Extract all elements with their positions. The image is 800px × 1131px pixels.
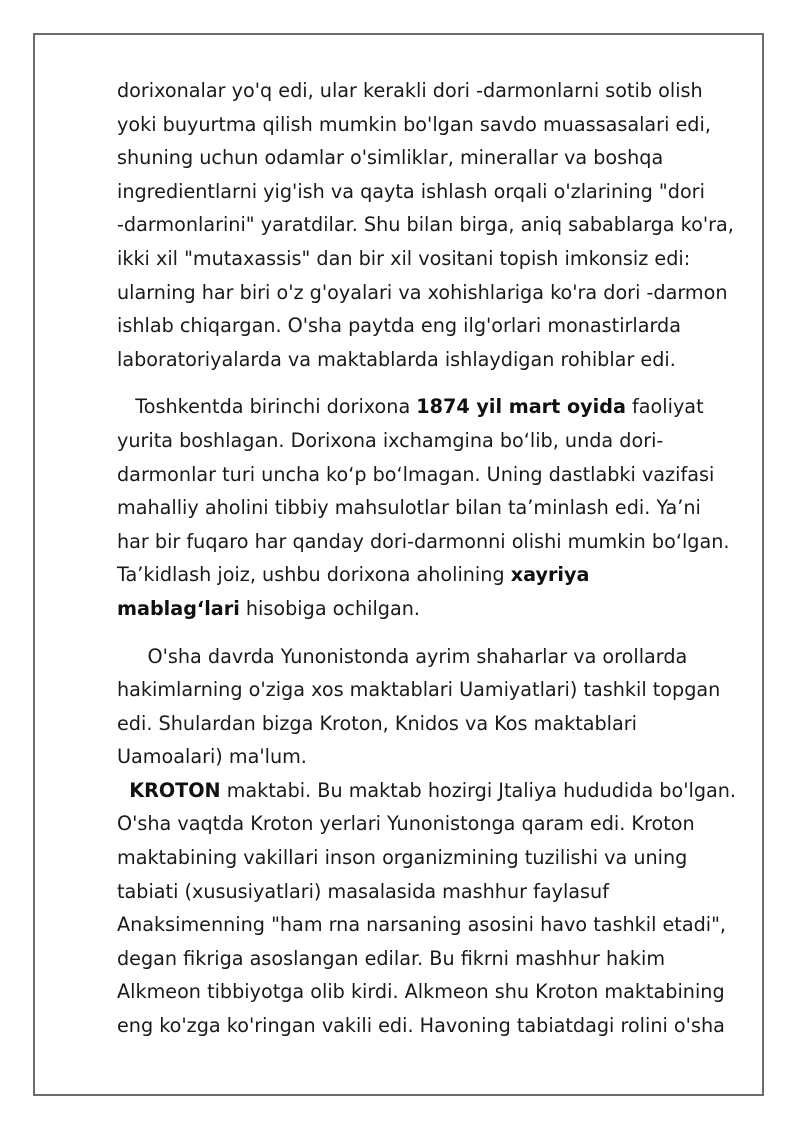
- text-run: Anaksimenning "ham rna narsaning asosini havo tashkil etadi",: [117, 913, 727, 937]
- text-run: faoliyat: [625, 395, 704, 419]
- text-run: ikki xil "mutaxassis" dan bir xil vositani topish imkonsiz edi:: [117, 246, 691, 270]
- text-run: edi. Shulardan bizga Kroton, Knidos va Kos maktablari: [117, 711, 637, 735]
- text-line: [117, 390, 757, 424]
- paragraph: [117, 74, 757, 376]
- text-line: [117, 108, 757, 142]
- text-line: [117, 175, 757, 209]
- text-line: [117, 491, 757, 525]
- text-line: [117, 309, 757, 343]
- text-line: [117, 908, 757, 942]
- text-line: [117, 740, 757, 774]
- text-line: [117, 875, 757, 909]
- bold-text: KROTON: [129, 778, 221, 802]
- bold-text: 1874 yil mart oyida: [416, 395, 626, 419]
- text-run: har bir fuqaro har qanday dori-darmonni olishi mumkin boʻlgan.: [117, 529, 730, 553]
- bold-text: xayriya: [510, 563, 590, 587]
- paragraph: [117, 640, 757, 1043]
- text-run: tabiati (xususiyatlari) masalasida mashhur faylasuf: [117, 879, 609, 903]
- text-run: O'sha vaqtda Kroton yerlari Yunonistonga qaram edi. Kroton: [117, 812, 695, 836]
- text-run: hisobiga ochilgan.: [239, 596, 420, 620]
- text-line: [117, 592, 757, 626]
- document-body: [117, 74, 757, 1043]
- paragraph-gap: [117, 376, 757, 390]
- text-line: [117, 1009, 757, 1043]
- text-line: [117, 707, 757, 741]
- text-run: shuning uchun odamlar o'simliklar, minerallar va boshqa: [117, 146, 664, 170]
- text-run: ularning har biri o'z g'oyalari va xohishlariga ko'ra dori -darmon: [117, 280, 728, 304]
- text-run: maktabining vakillari inson organizmining tuzilishi va uning: [117, 846, 688, 870]
- text-run: [117, 779, 129, 802]
- text-line: [117, 525, 757, 559]
- text-line: [117, 276, 757, 310]
- paragraph: [117, 390, 757, 625]
- text-run: dorixonalar yo'q edi, ular kerakli dori -darmonlarni sotib olish: [117, 79, 703, 102]
- text-line: [117, 458, 757, 492]
- text-run: darmonlar turi uncha koʻp boʻlmagan. Uning dastlabki vazifasi: [117, 462, 715, 486]
- bold-text: mablagʻlari: [117, 596, 240, 620]
- text-line: [117, 673, 757, 707]
- text-line: [117, 975, 757, 1009]
- paragraph-gap: [117, 626, 757, 640]
- text-run: eng ko'zga ko'ringan vakili edi. Havoning tabiatdagi rolini o'sha: [117, 1014, 725, 1038]
- text-line: [117, 640, 757, 674]
- text-run: Taʼkidlash joiz, ushbu dorixona aholining: [117, 563, 511, 587]
- text-run: O'sha davrda Yunonistonda ayrim shaharlar va orollarda: [117, 644, 688, 668]
- text-line: [117, 841, 757, 875]
- text-run: -darmonlarini" yaratdilar. Shu bilan birga, aniq sabablarga ko'ra,: [117, 213, 734, 237]
- text-run: yoki buyurtma qilish mumkin bo'lgan savdo muassasalari edi,: [117, 112, 711, 136]
- text-run: mahalliy aholini tibbiy mahsulotlar bilan taʼminlash edi. Yaʼni: [117, 496, 701, 520]
- text-line: [117, 807, 757, 841]
- text-line: [117, 774, 757, 808]
- text-line: [117, 343, 757, 377]
- text-run: yurita boshlagan. Dorixona ixchamgina boʻlib, unda dori-: [117, 428, 664, 452]
- text-line: [117, 141, 757, 175]
- text-run: laboratoriyalarda va maktablarda ishlaydigan rohiblar edi.: [117, 347, 676, 371]
- text-run: hakimlarning o'ziga xos maktablari Uamiyatlari) tashkil topgan: [117, 678, 721, 702]
- text-run: degan fikriga asoslangan edilar. Bu fikrni mashhur hakim: [117, 946, 666, 970]
- text-run: ingredientlarni yig'ish va qayta ishlash orqali o'zlarining "dori: [117, 179, 705, 203]
- text-line: [117, 558, 757, 592]
- text-run: Uamoalari) ma'lum.: [117, 745, 307, 769]
- text-run: ishlab chiqargan. O'sha paytda eng ilg'orlari monastirlarda: [117, 314, 681, 338]
- text-line: [117, 74, 757, 108]
- text-run: Alkmeon tibbiyotga olib kirdi. Alkmeon shu Kroton maktabining: [117, 980, 725, 1004]
- text-line: [117, 242, 757, 276]
- text-line: [117, 942, 757, 976]
- text-line: [117, 424, 757, 458]
- text-run: maktabi. Bu maktab hozirgi Jtaliya hududida bo'lgan.: [220, 778, 737, 802]
- text-line: [117, 208, 757, 242]
- text-run: Toshkentda birinchi dorixona: [117, 395, 417, 419]
